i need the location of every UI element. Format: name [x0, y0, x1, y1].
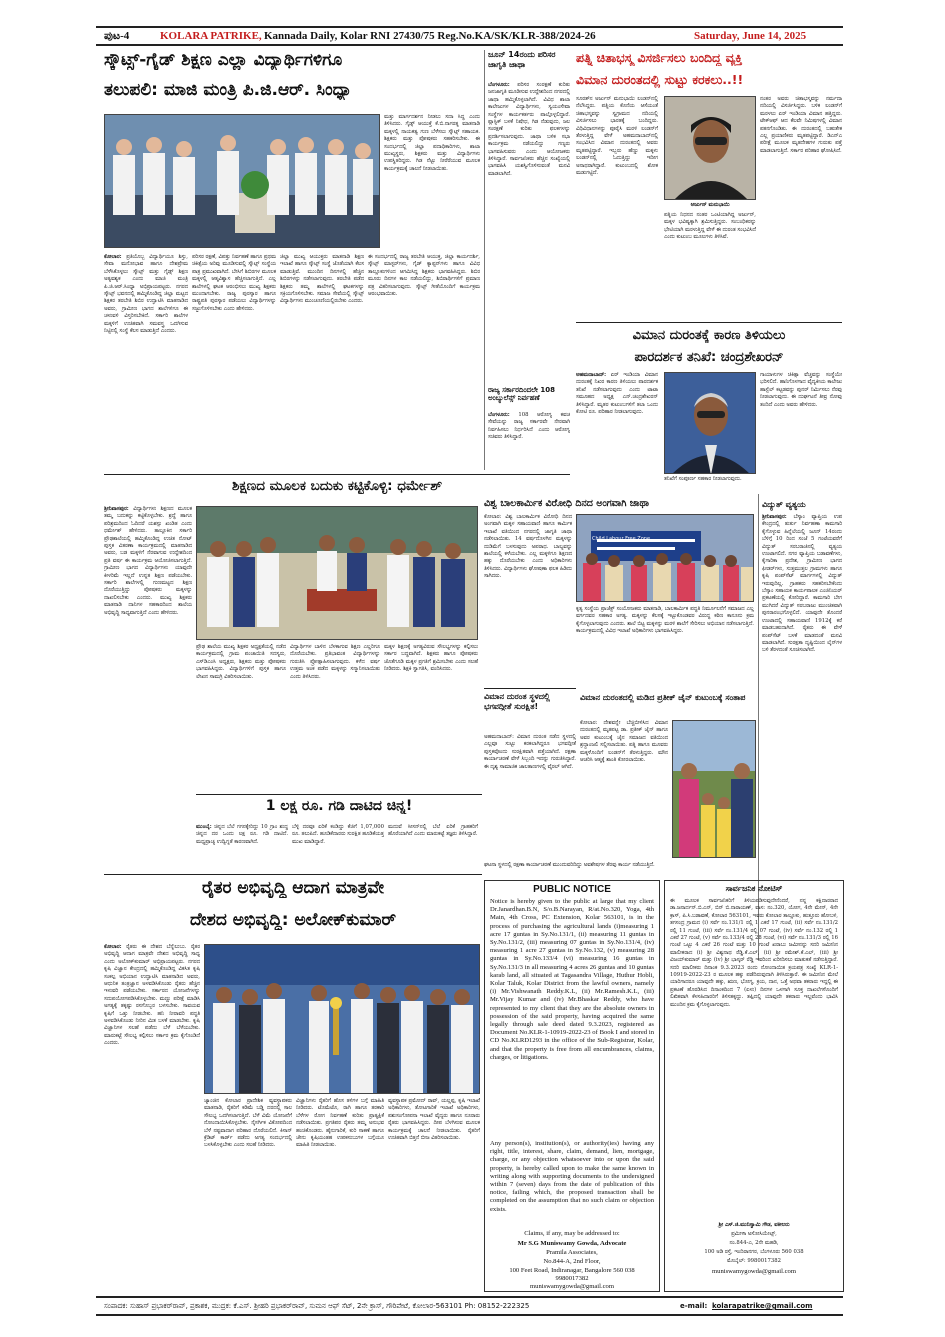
cause-top-rule — [576, 322, 842, 323]
education-body-col2: ಪ್ರೌಢ ಶಾಲೆಯ ಮುಖ್ಯ ಶಿಕ್ಷಕರ ಅಧ್ಯಕ್ಷತೆಯಲ್ಲಿ ನಡೆದ ಕಾರ್ಯಕ್ರಮದಲ್ಲಿ ಗ್ರಾಮ ಪಂಚಾಯಿತಿ ಸದಸ್ಯರು, ಎಸ್‌ಡಿಎಂಸಿ ಅಧ್ಯಕ್ಷರು, ಶಿಕ್ಷಕರು ಮತ್ತು ಪೋಷಕರು ಭಾಗವಹಿಸಿದ್ದರು. ವಿದ್ಯಾರ್ಥಿಗಳಿಗೆ ಪುಸ್ತಕ ಹಾಗೂ ಲೇಖನ ಸಾಮಗ್ರಿ ವಿತರಿಸಲಾಯಿತು. — [196, 644, 286, 680]
footer-rule — [96, 1296, 843, 1298]
farmers-body-col3: ವಿಜ್ಞಾನಿಗಳು ರೈತರಿಗೆ ಹೊಸ ತಳಿಗಳ ಬಗ್ಗೆ ಮಾಹಿತಿ ನೀಡಿದರು. ಟೊಮೆಟೊ, ರಾಗಿ ಹಾಗೂ ತರಕಾರಿ ಬೆಳೆಗಳ ರೋಗ ನಿರ್ವಹಣೆ ಕುರಿತು ಪ್ರಾತ್ಯಕ್ಷಿಕೆ ನಡೆಸಲಾಯಿತು. ಪ್ರಗತಿಪರ ರೈತರು ತಮ್ಮ ಅನುಭವ ಹಂಚಿಕೊಂಡರು. ಹೈನುಗಾರಿಕೆ, ಕುರಿ ಸಾಕಣೆ ಹಾಗೂ ಜೇನು ಕೃಷಿಯಂತಹ ಉಪಕಸುಬುಗಳ ಬಗ್ಗೆಯೂ ಮಾಹಿತಿ ನೀಡಲಾಯಿತು. — [296, 1098, 384, 1149]
public-notice-addressed: Claims, if any, may be addressed to: — [524, 1230, 620, 1237]
education-photo — [196, 506, 478, 640]
child-labour-photo — [576, 514, 754, 602]
ambulance-body: ಬೆಂಗಳೂರು: 108 ಆರೋಗ್ಯ ಕವಚ ಸೇವೆಯನ್ನು ರಾಜ್ಯ ಸರ್ಕಾರವೇ ನೇರವಾಗಿ ನಿರ್ವಹಿಸಲು ನಿರ್ಧರಿಸಿದೆ ಎಂದು ಆರೋಗ್ಯ ಸಚಿವರು ತಿಳಿಸಿದ್ದಾರೆ. — [488, 412, 570, 441]
top-border — [96, 26, 843, 28]
ahmedabad-body-col1: ಸೂರತ್‌ನ ಅರ್ಜುನ್ ಮನುಭಾಯಿ ಲಂಡನ್‌ನಲ್ಲಿ ನೆಲೆಸಿದ್ದರು. ಪತ್ನಿಯ ಕೊನೆಯ ಆಸೆಯಂತೆ ಚಿತಾಭಸ್ಮವನ್ನು ಸ್ವಗ್ರಾಮದ ನದಿಯಲ್ಲಿ ವಿಸರ್ಜಿಸಲು ಭಾರತಕ್ಕೆ ಬಂದಿದ್ದರು. ವಿಧಿವಿಧಾನಗಳನ್ನು ಪೂರೈಸಿ ಮರಳಿ ಲಂಡನ್‌ಗೆ ತೆರಳುತ್ತಿದ್ದ ವೇಳೆ ಅಹಮದಾಬಾದ್‌ನಲ್ಲಿ ಸಂಭವಿಸಿದ ವಿಮಾನ ದುರಂತದಲ್ಲಿ ಅವರು ಮೃತಪಟ್ಟಿದ್ದಾರೆ. ಇಬ್ಬರು ಹೆಣ್ಣು ಮಕ್ಕಳು ಲಂಡನ್‌ನಲ್ಲಿ ಓದುತ್ತಿದ್ದು ಇದೀಗ ಅನಾಥರಾಗಿದ್ದಾರೆ. ಕುಟುಂಬದಲ್ಲಿ ಶೋಕ ಮಡುಗಟ್ಟಿದೆ. — [576, 96, 658, 177]
cause-body-col1: ಅಹಮದಾಬಾದ್: ಏರ್ ಇಂಡಿಯಾ ವಿಮಾನ ದುರಂತಕ್ಕೆ ನಿಖರ ಕಾರಣ ತಿಳಿಯಲು ಪಾರದರ್ಶಕ ತನಿಖೆ ನಡೆಸಲಾಗುವುದು ಎಂದು ಟಾಟಾ ಸಮೂಹದ ಅಧ್ಯಕ್ಷ ಎನ್.ಚಂದ್ರಶೇಖರನ್ ತಿಳಿಸಿದ್ದಾರೆ. ಮೃತರ ಕುಟುಂಬಗಳಿಗೆ ತಲಾ ಒಂದು ಕೋಟಿ ರೂ. ಪರಿಹಾರ ನೀಡಲಾಗುವುದು. — [576, 372, 658, 416]
farmers-body-col4: ವ್ಯವಸ್ಥಾಪಕ ಪ್ರಮೋದ್ ರಾವ್, ಯಲ್ಲಪ್ಪ, ಕೃಷಿ ಇಲಾಖೆ ಅಧಿಕಾರಿಗಳು, ತೋಟಗಾರಿಕೆ ಇಲಾಖೆ ಅಧಿಕಾರಿಗಳು, ಪಶುಸಂಗೋಪನಾ ಇಲಾಖೆ ವೈದ್ಯರು ಹಾಗೂ ನೂರಾರು ರೈತರು ಭಾಗವಹಿಸಿದ್ದರು. ದೀಪ ಬೆಳಗಿಸುವ ಮೂಲಕ ಕಾರ್ಯಕ್ರಮಕ್ಕೆ ಚಾಲನೆ ನೀಡಲಾಯಿತು. ರೈತರಿಗೆ ಉಚಿತವಾಗಿ ಬಿತ್ತನೆ ಬೀಜ ವಿತರಿಸಲಾಯಿತು. — [388, 1098, 480, 1142]
child-labour-banner-text: Child Labour Free Zone — [592, 536, 651, 542]
header-rule — [96, 44, 843, 46]
scouts-body-col3: ಜಿಲ್ಲಾ ಮುಖ್ಯ ಆಯುಕ್ತರು ಮಾತನಾಡಿ ಶಿಕ್ಷಣ ಇಲಾಖೆ ಹಾಗೂ ಸ್ಕೌಟ್ಸ್ ಸಂಸ್ಥೆ ಜೊತೆಯಾಗಿ ಕೆಲಸ ಮಾಡುತ್ತಿವೆ. ಮುಂದಿನ ದಿನಗಳಲ್ಲಿ ಹೆಚ್ಚಿನ ಶಿಬಿರಗಳನ್ನು ನಡೆಸಲಾಗುವುದು. ತರಬೇತಿ ಪಡೆದ ಶಿಕ್ಷಕರು ತಮ್ಮ ಶಾಲೆಗಳಲ್ಲಿ ಘಟಕಗಳನ್ನು ಸಕ್ರಿಯಗೊಳಿಸಬೇಕು. ಸಮಾಜ ಸೇವೆಯಲ್ಲಿ ಸ್ಕೌಟ್ಸ್ ವಿದ್ಯಾರ್ಥಿಗಳು ಮುಂಚೂಣಿಯಲ್ಲಿರಬೇಕು ಎಂದರು. — [280, 254, 364, 305]
farmers-headline-line1: ರೈತರ ಅಭಿವೃದ್ಧಿ ಆದಾಗ ಮಾತ್ರವೇ — [202, 878, 384, 898]
gold-dateline: ಮುಂಬೈ: — [196, 824, 212, 830]
ahmedabad-headline-line2: ವಿಮಾನ ದುರಂತದಲ್ಲಿ ಸುಟ್ಟು ಕರಕಲು..!! — [576, 72, 744, 87]
ambulance-headline: ರಾಜ್ಯ ಸರ್ಕಾರದಿಂದಲೇ 108 ಅಂಬ್ಯುಲೆನ್ಸ್ ನಿರ್ವಹಣೆ — [488, 386, 555, 402]
gold-top-rule — [196, 794, 482, 795]
kannada-notice-body: ಈ ಮೂಲಕ ಸಾರ್ವಜನಿಕರಿಗೆ ತಿಳಿಯಪಡಿಸುವುದೇನೆಂದರೆ, ನನ್ನ ಕಕ್ಷಿದಾರರಾದ ಡಾ.ಜನಾರ್ದನ್.ಬಿ.ಎನ್, ಬಿನ್ ಬಿ.ನಾರಾಯಣ್, ವಾಸ: ನಂ.320, ಯೋಗ, 4ನೇ ಮೇನ್, 4ನೇ ಕ್ರಾಸ್, ಪಿ.ಸಿ.ಬಡಾವಣೆ, ಕೋಲಾರ 563101, ಇವರು ಕೋಲಾರ ತಾಲ್ಲೂಕು, ಹುತ್ತೂರು ಹೋಬಳಿ, ತಗಸಂದ್ರ ಗ್ರಾಮದ (i) ಸರ್ವೆ ನಂ.131/1 ರಲ್ಲಿ 1 ಎಕರೆ 17 ಗುಂಟೆ, (ii) ಸರ್ವೆ ನಂ.131/2 ರಲ್ಲಿ 11 ಗುಂಟೆ, (iii) ಸರ್ವೆ ನಂ.131/4 ರಲ್ಲಿ 07 ಗುಂಟೆ, (iv) ಸರ್ವೆ ನಂ.132 ರಲ್ಲಿ 1 ಎಕರೆ 27 ಗುಂಟೆ, (v) ಸರ್ವೆ ನಂ.133/4 ರಲ್ಲಿ 28 ಗುಂಟೆ, (vi) ಸರ್ವೆ ನಂ.131/3 ರಲ್ಲಿ 16 ಗುಂಟೆ ಒಟ್ಟು 4 ಎಕರೆ 26 ಗುಂಟೆ ಮತ್ತು 10 ಗುಂಟೆ ಖರಾಬು ಜಮೀನನ್ನು ಸದರಿ ಜಮೀನಿನ ಮಾಲೀಕರಾದ (i) ಶ್ರೀ ವಿಶ್ವನಾಥ ರೆಡ್ಡಿ.ಕೆ.ಎಲ್, (ii) ಶ್ರೀ ರಮೇಶ್.ಕೆ.ಎಲ್, (iii) ಶ್ರೀ ವಿಜಯ್‌ಕುಮಾರ್ ಮತ್ತು (iv) ಶ್ರೀ ಭಾಸ್ಕರ್ ರೆಡ್ಡಿ ಇವರಿಂದ ಖರೀದಿಸಲು ಮಾತುಕತೆ ನಡೆಸುತ್ತಿದ್ದಾರೆ. ಸದರಿ ಮಾಲೀಕರು ದಿನಾಂಕ 9.3.2023 ರಂದು ನೋಂದಾಯಿತ ಕ್ರಯಪತ್ರ ಸಂಖ್ಯೆ KLR-1-10919-2022-23 ರ ಮೂಲಕ ಹಕ್ಕು ಪಡೆದಿರುವುದಾಗಿ ತಿಳಿಸಿರುತ್ತಾರೆ. ಈ ಜಮೀನಿನ ಮೇಲೆ ಯಾರಿಗಾದರೂ ಯಾವುದೇ ಹಕ್ಕು, ಋಣ, ಭೋಗ್ಯ, ಕ್ರಯ, ದಾನ, ಒತ್ತೆ ಅಥವಾ ತಕರಾರು ಇದ್ದಲ್ಲಿ ಈ ಪ್ರಕಟಣೆ ಹೊರಡಿಸಿದ ದಿನಾಂಕದಿಂದ 7 (ಏಳು) ದಿನಗಳ ಒಳಗಾಗಿ ಸೂಕ್ತ ದಾಖಲೆಗಳೊಂದಿಗೆ ಲಿಖಿತವಾಗಿ ಕೆಳಸಹಿದಾರರಿಗೆ ತಿಳಿಸತಕ್ಕದ್ದು. ತಪ್ಪಿದಲ್ಲಿ ಯಾವುದೇ ತಕರಾರು ಇಲ್ಲವೆಂದು ಭಾವಿಸಿ ಮುಂದಿನ ಕ್ರಮ ಕೈಗೊಳ್ಳಲಾಗುವುದು. — [670, 898, 838, 1008]
cause-headline-line2: ಪಾರದರ್ಶಕ ತನಿಖೆ: ಚಂದ್ರಶೇಖರನ್ — [634, 350, 784, 365]
education-body-col4: ಮಕ್ಕಳ ಶಿಕ್ಷಣಕ್ಕೆ ಅಗತ್ಯವಿರುವ ಸೌಲಭ್ಯಗಳನ್ನು ಕಲ್ಪಿಸಲು ಸರ್ಕಾರ ಬದ್ಧವಾಗಿದೆ. ಶಿಕ್ಷಕರು ಹಾಗೂ ಪೋಷಕರು ಜೊತೆಗೂಡಿ ಮಕ್ಕಳ ಪ್ರಗತಿಗೆ ಶ್ರಮಿಸಬೇಕು ಎಂದು ಸಲಹೆ ನೀಡಿದರು. ಶಿಕ್ಷಕಿ ಸ್ವಾಗತಿಸಿ, ವಂದಿಸಿದರು. — [384, 644, 478, 673]
scouts-body-col4: ಈ ಸಂದರ್ಭದಲ್ಲಿ ರಾಜ್ಯ ತರಬೇತಿ ಆಯುಕ್ತ, ಜಿಲ್ಲಾ ಕಾರ್ಯದರ್ಶಿ, ಸ್ಕೌಟ್ಸ್ ಮಾಸ್ಟರ್‌ಗಳು, ಗೈಡ್ ಕ್ಯಾಪ್ಟನ್‌ಗಳು ಹಾಗೂ ವಿವಿಧ ತಾಲ್ಲೂಕುಗಳಿಂದ ಆಗಮಿಸಿದ್ದ ಶಿಕ್ಷಕರು ಭಾಗವಹಿಸಿದ್ದರು. ಶಿಬಿರ ಮೂರು ದಿನಗಳ ಕಾಲ ನಡೆಯಲಿದ್ದು, ಶಿಬಿರಾರ್ಥಿಗಳಿಗೆ ಪ್ರಮಾಣ ಪತ್ರ ವಿತರಿಸಲಾಗುವುದು. ಸ್ಕೌಟ್ಸ್ ಗೀತೆಯೊಂದಿಗೆ ಕಾರ್ಯಕ್ರಮ ಆರಂಭವಾಯಿತು. — [368, 254, 480, 298]
bottom-border — [96, 1314, 843, 1316]
ahmedabad-body-col2: ಪತ್ನಿಯ ನಿಧನದ ನಂತರ ಒಂಟಿಯಾಗಿದ್ದ ಅರ್ಜುನ್, ಮಕ್ಕಳ ಭವಿಷ್ಯಕ್ಕಾಗಿ ಶ್ರಮಿಸುತ್ತಿದ್ದರು. ಸಂಬಂಧಿಕರನ್ನು ಭೇಟಿಯಾಗಿ ಮರಳುತ್ತಿದ್ದ ವೇಳೆ ಈ ದುರಂತ ಸಂಭವಿಸಿದೆ ಎಂದು ಕುಟುಂಬ ಮೂಲಗಳು ತಿಳಿಸಿವೆ. — [664, 212, 756, 241]
electricity-headline: ವಿದ್ಯುತ್ ವ್ಯತ್ಯಯ — [762, 500, 806, 509]
footer-email-label: e-mail: — [680, 1302, 708, 1310]
farmers-body-col1: ಕೋಲಾರ: ರೈತರು ಈ ದೇಶದ ಬೆನ್ನೆಲುಬು. ರೈತರ ಅಭಿವೃದ್ಧಿ ಆದಾಗ ಮಾತ್ರವೇ ದೇಶದ ಅಭಿವೃದ್ಧಿ ಸಾಧ್ಯ ಎಂದು ಅಲೋಕ್‌ಕುಮಾರ್ ಅಭಿಪ್ರಾಯಪಟ್ಟರು. ನಗರದ ಕೃಷಿ ವಿಜ್ಞಾನ ಕೇಂದ್ರದಲ್ಲಿ ಹಮ್ಮಿಕೊಂಡಿದ್ದ ವಿಕಸಿತ ಕೃಷಿ ಸಂಕಲ್ಪ ಅಭಿಯಾನ ಉದ್ಘಾಟಿಸಿ ಮಾತನಾಡಿದ ಅವರು, ಆಧುನಿಕ ತಂತ್ರಜ್ಞಾನ ಅಳವಡಿಸಿಕೊಂಡು ರೈತರು ಹೆಚ್ಚಿನ ಇಳುವರಿ ಪಡೆಯಬೇಕು. ಸರ್ಕಾರದ ಯೋಜನೆಗಳನ್ನು ಸದುಪಯೋಗಪಡಿಸಿಕೊಳ್ಳಬೇಕು. ಮಣ್ಣು ಪರೀಕ್ಷೆ ಮಾಡಿಸಿ ಅಗತ್ಯಕ್ಕೆ ತಕ್ಕಷ್ಟು ರಸಗೊಬ್ಬರ ಬಳಸಬೇಕು. ಸಾವಯವ ಕೃಷಿಗೆ ಒತ್ತು ನೀಡಬೇಕು. ಹನಿ ನೀರಾವರಿ ಪದ್ಧತಿ ಅಳವಡಿಸಿಕೊಂಡು ನೀರಿನ ಮಿತ ಬಳಕೆ ಮಾಡಬೇಕು. ಕೃಷಿ ವಿಜ್ಞಾನಿಗಳ ಸಲಹೆ ಪಡೆದು ಬೆಳೆ ಬೆಳೆಯಬೇಕು. ಮಾರುಕಟ್ಟೆ ಸೌಲಭ್ಯ ಕಲ್ಪಿಸಲು ಸರ್ಕಾರ ಕ್ರಮ ಕೈಗೊಂಡಿದೆ ಎಂದರು. — [104, 944, 200, 1047]
public-notice-addr2: 100 Feet Road, Indiranagar, Bangalore 560 038 — [509, 1267, 635, 1274]
side-top-headline: ಜೂನ್ 14ರಂದು ಪರಿಸರ ಜಾಗೃತಿ ಜಾಥಾ — [488, 50, 556, 69]
electricity-dateline: ಶ್ರೀನಿವಾಸಪುರ: — [762, 514, 787, 520]
farmers-top-rule — [104, 874, 482, 875]
chandrasekaran-photo — [664, 372, 756, 474]
education-body-col1: ಶ್ರೀನಿವಾಸಪುರ: ವಿದ್ಯಾರ್ಥಿಗಳು ಶಿಕ್ಷಣದ ಮೂಲಕ ತಮ್ಮ ಬದುಕನ್ನು ಕಟ್ಟಿಕೊಳ್ಳಬೇಕು. ಶ್ರದ್ಧೆ ಹಾಗೂ ಪರಿಶ್ರಮದಿಂದ ಓದಿದರೆ ಯಶಸ್ಸು ಖಂಡಿತ ಎಂದು ಧರ್ಮೇಶ್ ಹೇಳಿದರು. ತಾಲ್ಲೂಕಿನ ಸರ್ಕಾರಿ ಪ್ರೌಢಶಾಲೆಯಲ್ಲಿ ಹಮ್ಮಿಕೊಂಡಿದ್ದ ಉಚಿತ ನೋಟ್ ಪುಸ್ತಕ ವಿತರಣಾ ಕಾರ್ಯಕ್ರಮದಲ್ಲಿ ಮಾತನಾಡಿದ ಅವರು, ಬಡ ಮಕ್ಕಳಿಗೆ ನೆರವಾಗುವ ಉದ್ದೇಶದಿಂದ ಪ್ರತಿ ವರ್ಷ ಈ ಕಾರ್ಯಕ್ರಮ ಆಯೋಜಿಸಲಾಗುತ್ತಿದೆ. ಗ್ರಾಮೀಣ ಭಾಗದ ವಿದ್ಯಾರ್ಥಿಗಳು ಯಾವುದೇ ಕೀಳರಿಮೆ ಇಲ್ಲದೆ ಉನ್ನತ ಶಿಕ್ಷಣ ಪಡೆಯಬೇಕು. ಸರ್ಕಾರಿ ಶಾಲೆಗಳಲ್ಲಿ ಗುಣಮಟ್ಟದ ಶಿಕ್ಷಣ ದೊರೆಯುತ್ತಿದ್ದು ಪೋಷಕರು ಮಕ್ಕಳನ್ನು ದಾಖಲಿಸಬೇಕು ಎಂದರು. ಮುಖ್ಯ ಶಿಕ್ಷಕರು ಮಾತನಾಡಿ ದಾನಿಗಳ ಸಹಕಾರದಿಂದ ಶಾಲೆಯ ಅಭಿವೃದ್ಧಿ ಸಾಧ್ಯವಾಗುತ್ತಿದೆ ಎಂದು ಹೇಳಿದರು. — [104, 506, 192, 616]
child-labour-body-2: ಕೃತ್ಯ ಸಂಸ್ಥೆಯ ಪ್ರಾಜೆಕ್ಟ್ ಸಂಯೋಜಕರು ಮಾತನಾಡಿ, ಬಾಲಕಾರ್ಮಿಕ ಪದ್ಧತಿ ನಿರ್ಮೂಲನೆಗೆ ಸಮಾಜದ ಎಲ್ಲ ವರ್ಗದವರ ಸಹಕಾರ ಅಗತ್ಯ. ಮಕ್ಕಳನ್ನು ಕೆಲಸಕ್ಕೆ ಇಟ್ಟುಕೊಂಡವರ ವಿರುದ್ಧ ಕಠಿಣ ಕಾನೂನು ಕ್ರಮ ಕೈಗೊಳ್ಳಲಾಗುವುದು ಎಂದರು. ಶಾಲೆ ಬಿಟ್ಟ ಮಕ್ಕಳನ್ನು ಮರಳಿ ಶಾಲೆಗೆ ಸೇರಿಸಲು ಅಭಿಯಾನ ನಡೆಸಲಾಗುತ್ತಿದೆ. ಕಾರ್ಯಕ್ರಮದಲ್ಲಿ ವಿವಿಧ ಇಲಾಖೆ ಅಧಿಕಾರಿಗಳು ಭಾಗವಹಿಸಿದ್ದರು. — [576, 606, 754, 635]
scouts-headline-line2: ತಲುಪಲಿ: ಮಾಜಿ ಮಂತ್ರಿ ಪಿ.ಜಿ.ಆರ್. ಸಿಂಧ್ಯಾ — [104, 80, 352, 100]
issue-date: Saturday, June 14, 2025 — [694, 30, 807, 42]
scouts-dateline: ಕೋಲಾರ: — [104, 254, 122, 260]
gold-body-col2: ಬೆಳ್ಳಿ ದರವೂ ಏರಿಕೆ ಕಂಡಿದ್ದು ಕೆಜಿಗೆ 1,07,000 ರೂ. ತಲುಪಿದೆ. ಹೂಡಿಕೆದಾರರು ಸುರಕ್ಷಿತ ಹೂಡಿಕೆಯತ್ತ ಮುಖ ಮಾಡಿದ್ದಾರೆ. — [292, 824, 384, 845]
pratik-body: ಕೋಲಾರ: ದೇಶವನ್ನೇ ಬೆಚ್ಚಿಬೀಳಿಸಿದ ವಿಮಾನ ದುರಂತದಲ್ಲಿ ಮೃತಪಟ್ಟ ಡಾ. ಪ್ರತೀಕ್ ಜೈನ್ ಹಾಗೂ ಅವರ ಕುಟುಂಬಕ್ಕೆ ಜೈನ ಸಮಾಜದ ವತಿಯಿಂದ ಶ್ರದ್ಧಾಂಜಲಿ ಸಲ್ಲಿಸಲಾಯಿತು. ಪತ್ನಿ ಹಾಗೂ ಮೂವರು ಮಕ್ಕಳೊಂದಿಗೆ ಲಂಡನ್‌ಗೆ ತೆರಳುತ್ತಿದ್ದರು. ಮೌನ ಆಚರಿಸಿ ಆತ್ಮಕ್ಕೆ ಶಾಂತಿ ಕೋರಲಾಯಿತು. — [580, 720, 668, 764]
gold-body-col3: ಮದುವೆ ಸೀಸನ್‌ನಲ್ಲಿ ಬೆಲೆ ಏರಿಕೆ ಗ್ರಾಹಕರಿಗೆ ಹೊರೆಯಾಗಿದೆ ಎಂದು ಮಾರುಕಟ್ಟೆ ತಜ್ಞರು ತಿಳಿಸಿದ್ದಾರೆ. — [388, 824, 478, 838]
arjun-photo — [664, 96, 756, 200]
scouts-body-col2: ಪರಿಸರ ರಕ್ಷಣೆ, ವಿಪತ್ತು ನಿರ್ವಹಣೆ ಹಾಗೂ ಪ್ರಥಮ ಚಿಕಿತ್ಸೆಯ ಅರಿವು ಮೂಡಿಸುವಲ್ಲಿ ಸ್ಕೌಟ್ಸ್ ಸಂಸ್ಥೆಯ ಪಾತ್ರ ಪ್ರಮುಖವಾಗಿದೆ. ಬೇಸಿಗೆ ಶಿಬಿರಗಳ ಮೂಲಕ ಮಕ್ಕಳಲ್ಲಿ ಆತ್ಮವಿಶ್ವಾಸ ಹೆಚ್ಚಿಸಲಾಗುತ್ತಿದೆ. ಎಲ್ಲ ಶಾಲೆಗಳಲ್ಲಿ ಘಟಕ ಆರಂಭಿಸಲು ಮುಖ್ಯ ಶಿಕ್ಷಕರು ಮುಂದಾಗಬೇಕು. ರಾಜ್ಯ ಪುರಸ್ಕಾರ ಹಾಗೂ ರಾಷ್ಟ್ರಪತಿ ಪುರಸ್ಕಾರ ಪಡೆಯಲು ವಿದ್ಯಾರ್ಥಿಗಳನ್ನು ಸಜ್ಜುಗೊಳಿಸಬೇಕು ಎಂದು ಹೇಳಿದರು. — [192, 254, 276, 312]
education-body-col3: ವಿದ್ಯಾರ್ಥಿಗಳ ಬಾಳಿನ ಬೆಳಕಾಗುವ ಶಿಕ್ಷಣ ಎಲ್ಲರಿಗೂ ದೊರೆಯಬೇಕು. ಪ್ರತಿಭಾವಂತ ವಿದ್ಯಾರ್ಥಿಗಳನ್ನು ಗುರುತಿಸಿ ಪ್ರೋತ್ಸಾಹಿಸಲಾಗುವುದು. ಕಳೆದ ವರ್ಷ ಉತ್ತಮ ಅಂಕ ಪಡೆದ ಮಕ್ಕಳನ್ನು ಸನ್ಮಾನಿಸಲಾಯಿತು ಎಂದು ತಿಳಿಸಿದರು. — [290, 644, 380, 680]
electricity-body: ಶ್ರೀನಿವಾಸಪುರ: ಬೆಸ್ಕಾಂ ವ್ಯಾಪ್ತಿಯ ಉಪ ಕೇಂದ್ರದಲ್ಲಿ ತುರ್ತು ನಿರ್ವಹಣಾ ಕಾಮಗಾರಿ ಕೈಗೊಳ್ಳುವ ಹಿನ್ನೆಲೆಯಲ್ಲಿ ಜೂನ್ 14ರಂದು ಬೆಳಿಗ್ಗೆ 10 ರಿಂದ ಸಂಜೆ 5 ಗಂಟೆಯವರೆಗೆ ವಿದ್ಯುತ್ ಸರಬರಾಜಿನಲ್ಲಿ ವ್ಯತ್ಯಯ ಉಂಟಾಗಲಿದೆ. ನಗರ ವ್ಯಾಪ್ತಿಯ ಬಡಾವಣೆಗಳು, ಕೈಗಾರಿಕಾ ಪ್ರದೇಶ, ಗ್ರಾಮೀಣ ಭಾಗದ ಫೀಡರ್‌ಗಳು, ಸುತ್ತಮುತ್ತಲ ಗ್ರಾಮಗಳು ಹಾಗೂ ಕೃಷಿ ಪಂಪ್‌ಸೆಟ್ ಮಾರ್ಗಗಳಲ್ಲಿ ವಿದ್ಯುತ್ ಇರುವುದಿಲ್ಲ. ಗ್ರಾಹಕರು ಸಹಕರಿಸಬೇಕೆಂದು ಬೆಸ್ಕಾಂ ಸಹಾಯಕ ಕಾರ್ಯಪಾಲಕ ಎಂಜಿನಿಯರ್ ಪ್ರಕಟಣೆಯಲ್ಲಿ ಕೋರಿದ್ದಾರೆ. ಕಾಮಗಾರಿ ಬೇಗ ಮುಗಿದರೆ ವಿದ್ಯುತ್ ಸರಬರಾಜು ಮುಂಚಿತವಾಗಿ ಪುನರಾರಂಭಗೊಳ್ಳಲಿದೆ. ಯಾವುದೇ ತೊಂದರೆ ಉಂಟಾದಲ್ಲಿ ಸಹಾಯವಾಣಿ 1912ಕ್ಕೆ ಕರೆ ಮಾಡಬಹುದಾಗಿದೆ. ರೈತರು ಈ ವೇಳೆ ಪಂಪ್‌ಸೆಟ್ ಬಳಕೆ ಮಾಡದಂತೆ ಮನವಿ ಮಾಡಲಾಗಿದೆ. ಸುರಕ್ಷತಾ ದೃಷ್ಟಿಯಿಂದ ಲೈನ್‌ಗಳ ಬಳಿ ತೆರಳದಂತೆ ಸೂಚಿಸಲಾಗಿದೆ. — [762, 514, 842, 654]
crash-site-body: ಅಹಮದಾಬಾದ್: ವಿಮಾನ ದುರಂತ ನಡೆದ ಸ್ಥಳದಲ್ಲಿ ಎಲ್ಲವೂ ಸುಟ್ಟು ಕರಕಲಾಗಿದ್ದರೂ ಭಗವದ್ಗೀತೆ ಪುಸ್ತಕವೊಂದು ಸುರಕ್ಷಿತವಾಗಿ ಪತ್ತೆಯಾಗಿದೆ. ರಕ್ಷಣಾ ಕಾರ್ಯಾಚರಣೆ ವೇಳೆ ಸಿಬ್ಬಂದಿ ಇದನ್ನು ಗುರುತಿಸಿದ್ದಾರೆ. ಈ ದೃಶ್ಯ ಸಾಮಾಜಿಕ ಜಾಲತಾಣಗಳಲ್ಲಿ ವೈರಲ್ ಆಗಿದೆ. — [484, 734, 576, 770]
child-labour-body: ಕೋಲಾರ: ವಿಶ್ವ ಬಾಲಕಾರ್ಮಿಕ ವಿರೋಧಿ ದಿನದ ಅಂಗವಾಗಿ ಮಕ್ಕಳ ಸಹಾಯವಾಣಿ ಹಾಗೂ ಕಾರ್ಮಿಕ ಇಲಾಖೆ ವತಿಯಿಂದ ನಗರದಲ್ಲಿ ಜಾಗೃತಿ ಜಾಥಾ ನಡೆಸಲಾಯಿತು. 14 ವರ್ಷದೊಳಗಿನ ಮಕ್ಕಳನ್ನು ದುಡಿಮೆಗೆ ಬಳಸುವುದು ಅಪರಾಧ. ಬಾಲ್ಯವನ್ನು ಶಾಲೆಯಲ್ಲಿ ಕಳೆಯಬೇಕು. ಎಲ್ಲ ಮಕ್ಕಳಿಗೂ ಶಿಕ್ಷಣದ ಹಕ್ಕು ದೊರೆಯಬೇಕು ಎಂದು ಅಧಿಕಾರಿಗಳು ತಿಳಿಸಿದರು. ವಿದ್ಯಾರ್ಥಿಗಳು ಘೋಷಣಾ ಫಲಕ ಹಿಡಿದು ಸಾಗಿದರು. — [484, 514, 572, 580]
crash-site-headline: ವಿಮಾನ ದುರಂತ ಸ್ಥಳದಲ್ಲಿ ಭಗವದ್ಗೀತೆ ಸುರಕ್ಷಿತ! — [484, 692, 550, 711]
masthead-info: Kannada Daily, Kolar RNI 27430/75 Reg.No.KA/SK/KLR-388/2024-26 — [264, 30, 596, 42]
crash-site-body-2: ಘಟನಾ ಸ್ಥಳದಲ್ಲಿ ರಕ್ಷಣಾ ಕಾರ್ಯಾಚರಣೆ ಮುಂದುವರಿದಿದ್ದು ಅವಶೇಷಗಳ ತೆರವು ಕಾರ್ಯ ನಡೆಯುತ್ತಿದೆ. — [484, 862, 655, 868]
cause-body-col3: ಗಾಯಾಳುಗಳ ಚಿಕಿತ್ಸಾ ವೆಚ್ಚವನ್ನು ಸಂಸ್ಥೆಯೇ ಭರಿಸಲಿದೆ. ಹಾನಿಗೊಳಗಾದ ವೈದ್ಯಕೀಯ ಕಾಲೇಜು ಹಾಸ್ಟೆಲ್ ಕಟ್ಟಡವನ್ನು ಪುನರ್ ನಿರ್ಮಿಸಲು ನೆರವು ನೀಡಲಾಗುವುದು. ಈ ದುರ್ಘಟನೆ ತೀವ್ರ ನೋವು ತಂದಿದೆ ಎಂದು ಅವರು ಹೇಳಿದರು. — [760, 372, 842, 408]
public-notice-email[interactable]: muniswamygowda@gmail.com — [530, 1283, 614, 1290]
public-notice-body2: Any person(s), institution(s), or authority(ies) having any right, title, interest, share, claim, demand, lien, mortgage, charge, or any objection whatsoever into or upon the said property, is hereby called upon to make the same known in writing along with supporting documents to the undersigned within 7 (seven) days from the date of publication of this notice, failing which, the proposed transaction shall be completed on the assumption that no such claim or objection exists. — [490, 1140, 654, 1213]
scouts-body-right: ಮತ್ತು ಮಾರ್ಗದರ್ಶನ ನೀಡಲು ಸದಾ ಸಿದ್ಧ ಎಂದು ತಿಳಿಸಿದರು. ಗೈಡ್ಸ್ ಆಯುಕ್ತೆ ಕೆ.ಬಿ.ನಾಗರತ್ನ ಮಾತನಾಡಿ ಮಕ್ಕಳಲ್ಲಿ ನಾಯಕತ್ವ ಗುಣ ಬೆಳೆಸಲು ಸ್ಕೌಟ್ಸ್ ಸಹಾಯಕ. ಶಿಕ್ಷಕರು ಮತ್ತು ಪೋಷಕರು ಸಹಕರಿಸಬೇಕು. ಈ ಸಂದರ್ಭದಲ್ಲಿ ಜಿಲ್ಲಾ ಪದಾಧಿಕಾರಿಗಳು, ಶಾಲಾ ಮುಖ್ಯಸ್ಥರು, ಶಿಕ್ಷಕರು ಮತ್ತು ವಿದ್ಯಾರ್ಥಿಗಳು ಉಪಸ್ಥಿತರಿದ್ದರು. ಗಿಡ ನೆಟ್ಟು ನೀರೆರೆಯುವ ಮೂಲಕ ಕಾರ್ಯಕ್ರಮಕ್ಕೆ ಚಾಲನೆ ನೀಡಲಾಯಿತು. — [384, 114, 480, 172]
footer-imprint: ಸಂಪಾದಕ: ಸುಹಾಸ್ ಪ್ರಭಾಕರ್‌ರಾವ್, ಪ್ರಕಾಶಕ, ಮುದ್ರಕ: ಕೆ.ಎಸ್. ಶ್ರೀಹರಿ ಪ್ರಭಾಕರ್‌ರಾವ್, ಸುಮನ ಆಫ್ ಸೆಟ್, 2ನೇ ಕ್ರಾಸ್, ಗೌರಿಪೇಟೆ, ಕೋಲಾರ-563101 Ph: 08152-222325 — [104, 1302, 530, 1310]
farmers-headline-line2: ದೇಶದ ಅಭಿವೃದ್ಧಿ: ಅಲೋಕ್‌ಕುಮಾರ್ — [190, 910, 396, 930]
public-notice-phone: 9980017382 — [555, 1275, 589, 1282]
kannada-notice-firm: ಪ್ರಮೀಳಾ ಅಸೋಸಿಯೇಟ್ಸ್, — [731, 1231, 777, 1237]
masthead-name: KOLARA PATRIKE, — [160, 30, 262, 42]
cause-dateline: ಅಹಮದಾಬಾದ್: — [576, 372, 607, 378]
kannada-notice-signatory: ಶ್ರೀ ಎಸ್.ಜಿ.ಮುನಿಸ್ವಾಮಿ ಗೌಡ, ವಕೀಲರು — [718, 1222, 790, 1228]
scouts-body-col1: ಕೋಲಾರ: ಪ್ರತಿಯೊಬ್ಬ ವಿದ್ಯಾರ್ಥಿಯೂ ಶಿಸ್ತು, ಸೇವಾ ಮನೋಭಾವ ಹಾಗೂ ದೇಶಪ್ರೇಮ ಬೆಳೆಸಿಕೊಳ್ಳಲು ಸ್ಕೌಟ್ಸ್ ಮತ್ತು ಗೈಡ್ಸ್ ಶಿಕ್ಷಣ ಅತ್ಯವಶ್ಯಕ ಎಂದು ಮಾಜಿ ಮಂತ್ರಿ ಪಿ.ಜಿ.ಆರ್.ಸಿಂಧ್ಯಾ ಅಭಿಪ್ರಾಯಪಟ್ಟರು. ನಗರದ ಸ್ಕೌಟ್ಸ್ ಭವನದಲ್ಲಿ ಹಮ್ಮಿಕೊಂಡಿದ್ದ ಜಿಲ್ಲಾ ಮಟ್ಟದ ಶಿಕ್ಷಕರ ತರಬೇತಿ ಶಿಬಿರ ಉದ್ಘಾಟಿಸಿ ಮಾತನಾಡಿದ ಅವರು, ಗ್ರಾಮೀಣ ಭಾಗದ ಶಾಲೆಗಳಿಗೂ ಈ ಚಳುವಳಿ ವಿಸ್ತರಿಸಬೇಕಿದೆ. ಸರ್ಕಾರಿ ಶಾಲೆಗಳ ಮಕ್ಕಳಿಗೆ ಉಚಿತವಾಗಿ ಸಮವಸ್ತ್ರ ಒದಗಿಸುವ ನಿಟ್ಟಿನಲ್ಲಿ ಸಂಸ್ಥೆ ಕೆಲಸ ಮಾಡುತ್ತಿದೆ ಎಂದರು. — [104, 254, 188, 335]
gold-headline: 1 ಲಕ್ಷ ರೂ. ಗಡಿ ದಾಟಿದ ಚಿನ್ನ! — [265, 798, 413, 814]
public-notice-title: PUBLIC NOTICE — [533, 884, 611, 895]
education-top-rule — [104, 474, 570, 475]
side-divider — [484, 50, 485, 470]
kannada-notice-title: ಸಾರ್ವಜನಿಕ ನೋಟಿಸ್ — [725, 884, 783, 893]
kannada-notice-email[interactable]: muniswamygowda@gmail.com — [712, 1268, 796, 1275]
public-notice-addr1: No.844-A, 2nd Floor, — [543, 1258, 601, 1265]
side-top-dateline: ಬೆಂಗಳೂರು: — [488, 82, 510, 88]
farmers-photo — [204, 944, 480, 1094]
gold-body-col1: ಮುಂಬೈ: ಚಿನ್ನದ ಬೆಲೆ ಗಗನಕ್ಕೇರಿದ್ದು 10 ಗ್ರಾಂ ಶುದ್ಧ ಚಿನ್ನದ ದರ ಒಂದು ಲಕ್ಷ ರೂ. ಗಡಿ ದಾಟಿದೆ. ಮಧ್ಯಪ್ರಾಚ್ಯ ಉದ್ವಿಗ್ನತೆ ಕಾರಣವಾಗಿದೆ. — [196, 824, 288, 845]
public-notice-body: Notice is hereby given to the public at large that my client Dr.Janardhan.B.N, S/o.B.Narayan, R/at.No.320, Yoga, 4th Main, 4th Cross, PC Extension, Kolar 563101, is in the process of purchasing the agricultural lands (i)measuring 1 acre 17 guntas in Sy.No.131/1, (ii) measuring 11 guntas in Sy.No.131/2, (iii) measuring 07 guntas in Sy.No.131/4, (iv) measuring 1 acre 27 guntas in Sy.No.132, (v) measuring 28 guntas in Sy.No.133/4 (vi) measuring 16 guntas in Sy.No.131/3 in all measuring 4 acres 26 guntas and 10 guntas karab land, all situated at Tagasandra Village, Huthur Hobli, Kolar Taluk, Kolar District from the lawful owners, namely (i) Mr.Vishwanath Reddy.K.L, (ii) Mr.Ramesh.K.L, (iii) Mr.Vijay Kumar and (iv) Mr.Bhaskar Reddy, who have represented to my client that they are the absolute owners in possession of the said property, having acquired the same legally through sale deed dated 9.3.2023, registered as Document No.KLR-1-10919-2022-23 of Book I and stored in CD No.KLRD1293 in the office of the Sub-Registrar, Kolar, and that the property is free from all encumbrances, claims, charges, or litigations. — [490, 898, 654, 1061]
public-notice-firm: Pramila Associates, — [546, 1249, 598, 1256]
ahmedabad-headline-line1: ಪತ್ನಿ ಚಿತಾಭಸ್ಮ ವಿಸರ್ಜಿಸಲು ಬಂದಿದ್ದ ವ್ಯಕ್ತಿ — [576, 50, 743, 65]
crash-site-rule — [484, 688, 576, 689]
kannada-notice-phone: ಮೊಬೈಲ್: 9980017382 — [726, 1258, 782, 1264]
cause-body-col2: ತನಿಖೆಗೆ ಸಂಪೂರ್ಣ ಸಹಕಾರ ನೀಡಲಾಗುವುದು. — [664, 476, 742, 482]
scouts-headline-line1: ಸ್ಕೌಟ್ಸ್-ಗೈಡ್ ಶಿಕ್ಷಣ ಎಲ್ಲಾ ವಿದ್ಯಾರ್ಥಿಗಳಿಗೂ — [104, 50, 343, 70]
kannada-notice-addr1: ನಂ.844-ಎ, 2ನೇ ಮಹಡಿ, — [729, 1240, 779, 1246]
pratik-family-photo — [672, 720, 756, 858]
child-labour-headline: ವಿಶ್ವ ಬಾಲಕಾರ್ಮಿಕ ವಿರೋಧಿ ದಿನದ ಅಂಗವಾಗಿ ಜಾಥಾ — [484, 498, 649, 509]
farmers-body-col2: ಜ್ಯಾಂಜಿನ ಕೋಲಾರ ಪ್ರಾದೇಶಿಕ ವ್ಯವಸ್ಥಾಪಕರು ಮಾತನಾಡಿ, ರೈತರಿಗೆ ಕಡಿಮೆ ಬಡ್ಡಿ ದರದಲ್ಲಿ ಸಾಲ ಸೌಲಭ್ಯ ಒದಗಿಸಲಾಗುತ್ತಿದೆ. ಬೆಳೆ ವಿಮೆ ಯೋಜನೆಗೆ ನೋಂದಾಯಿಸಿಕೊಳ್ಳಬೇಕು. ನೈಸರ್ಗಿಕ ವಿಕೋಪದಿಂದ ಬೆಳೆ ನಷ್ಟವಾದಾಗ ಪರಿಹಾರ ದೊರೆಯಲಿದೆ. ಕಿಸಾನ್ ಕ್ರೆಡಿಟ್ ಕಾರ್ಡ್ ಪಡೆದು ಅಗತ್ಯ ಸಂದರ್ಭದಲ್ಲಿ ಬಳಸಿಕೊಳ್ಳಬೇಕು ಎಂದು ಸಲಹೆ ನೀಡಿದರು. — [204, 1098, 292, 1149]
education-dateline: ಶ್ರೀನಿವಾಸಪುರ: — [104, 506, 129, 512]
side-top-body: ಬೆಂಗಳೂರು: ಪರಿಸರ ಸಂರಕ್ಷಣೆ ಕುರಿತು ಜನಜಾಗೃತಿ ಮೂಡಿಸುವ ಉದ್ದೇಶದಿಂದ ನಗರದಲ್ಲಿ ಜಾಥಾ ಹಮ್ಮಿಕೊಳ್ಳಲಾಗಿದೆ. ವಿವಿಧ ಶಾಲಾ ಕಾಲೇಜುಗಳ ವಿದ್ಯಾರ್ಥಿಗಳು, ಸ್ವಯಂಸೇವಾ ಸಂಸ್ಥೆಗಳ ಕಾರ್ಯಕರ್ತರು ಪಾಲ್ಗೊಳ್ಳಲಿದ್ದಾರೆ. ಪ್ಲಾಸ್ಟಿಕ್ ಬಳಕೆ ನಿಷೇಧ, ಗಿಡ ನೆಡುವುದು, ಜಲ ಸಂರಕ್ಷಣೆ ಕುರಿತು ಫಲಕಗಳನ್ನು ಪ್ರದರ್ಶಿಸಲಾಗುವುದು. ಜಾಥಾ ಬಳಿಕ ಸಭಾ ಕಾರ್ಯಕ್ರಮ ನಡೆಯಲಿದ್ದು ಗಣ್ಯರು ಭಾಗವಹಿಸುವರು ಎಂದು ಆಯೋಜಕರು ತಿಳಿಸಿದ್ದಾರೆ. ಸಾರ್ವಜನಿಕರು ಹೆಚ್ಚಿನ ಸಂಖ್ಯೆಯಲ್ಲಿ ಭಾಗವಹಿಸಿ ಯಶಸ್ವಿಗೊಳಿಸುವಂತೆ ಮನವಿ ಮಾಡಲಾಗಿದೆ. — [488, 82, 570, 177]
page-number: ಪುಟ-4 — [104, 30, 130, 42]
arjun-caption: ಅರ್ಜುನ್ ಮನುಭಾಯಿ — [690, 202, 730, 208]
public-notice-advocate: Mr S.G Muniswamy Gowda, Advocate — [517, 1240, 627, 1247]
kannada-notice-addr2: 100 ಅಡಿ ರಸ್ತೆ, ಇಂದಿರಾನಗರ, ಬೆಂಗಳೂರು 560 038 — [704, 1249, 804, 1255]
scouts-photo — [104, 114, 380, 248]
farmers-dateline: ಕೋಲಾರ: — [104, 944, 122, 950]
ambulance-dateline: ಬೆಂಗಳೂರು: — [488, 412, 510, 418]
education-headline: ಶಿಕ್ಷಣದ ಮೂಲಕ ಬದುಕು ಕಟ್ಟಿಕೊಳ್ಳಿ: ಧರ್ಮೇಶ್ — [231, 478, 443, 494]
cause-headline-line1: ವಿಮಾನ ದುರಂತಕ್ಕೆ ಕಾರಣ ತಿಳಿಯಲು — [632, 328, 786, 343]
pratik-headline: ವಿಮಾನ ದುರಂತದಲ್ಲಿ ಮಡಿದ ಪ್ರತೀಕ್ ಜೈನ್ ಕುಟುಂಬಕ್ಕೆ ಸಂತಾಪ — [580, 693, 746, 702]
ahmedabad-body-col3: ನಂತರ ಅವರು ಚಿತಾಭಸ್ಮವನ್ನು ನರ್ಮದಾ ನದಿಯಲ್ಲಿ ವಿಸರ್ಜಿಸಿದ್ದರು. ಬಳಿಕ ಲಂಡನ್‌ಗೆ ಮರಳಲು ಏರ್ ಇಂಡಿಯಾ ವಿಮಾನ ಹತ್ತಿದ್ದರು. ಟೇಕ್‌ಆಫ್ ಆದ ಕೆಲವೇ ನಿಮಿಷಗಳಲ್ಲಿ ವಿಮಾನ ಪತನಗೊಂಡಿತು. ಈ ದುರಂತದಲ್ಲಿ ಬಹುತೇಕ ಎಲ್ಲ ಪ್ರಯಾಣಿಕರು ಮೃತಪಟ್ಟಿದ್ದಾರೆ. ಡಿಎನ್‌ಎ ಪರೀಕ್ಷೆ ಮೂಲಕ ಮೃತದೇಹಗಳ ಗುರುತು ಪತ್ತೆ ಮಾಡಲಾಗುತ್ತಿದೆ. ಸರ್ಕಾರ ಪರಿಹಾರ ಘೋಷಿಸಿದೆ. — [760, 96, 842, 154]
footer-email[interactable]: kolarapatrike@gmail.com — [712, 1302, 813, 1310]
